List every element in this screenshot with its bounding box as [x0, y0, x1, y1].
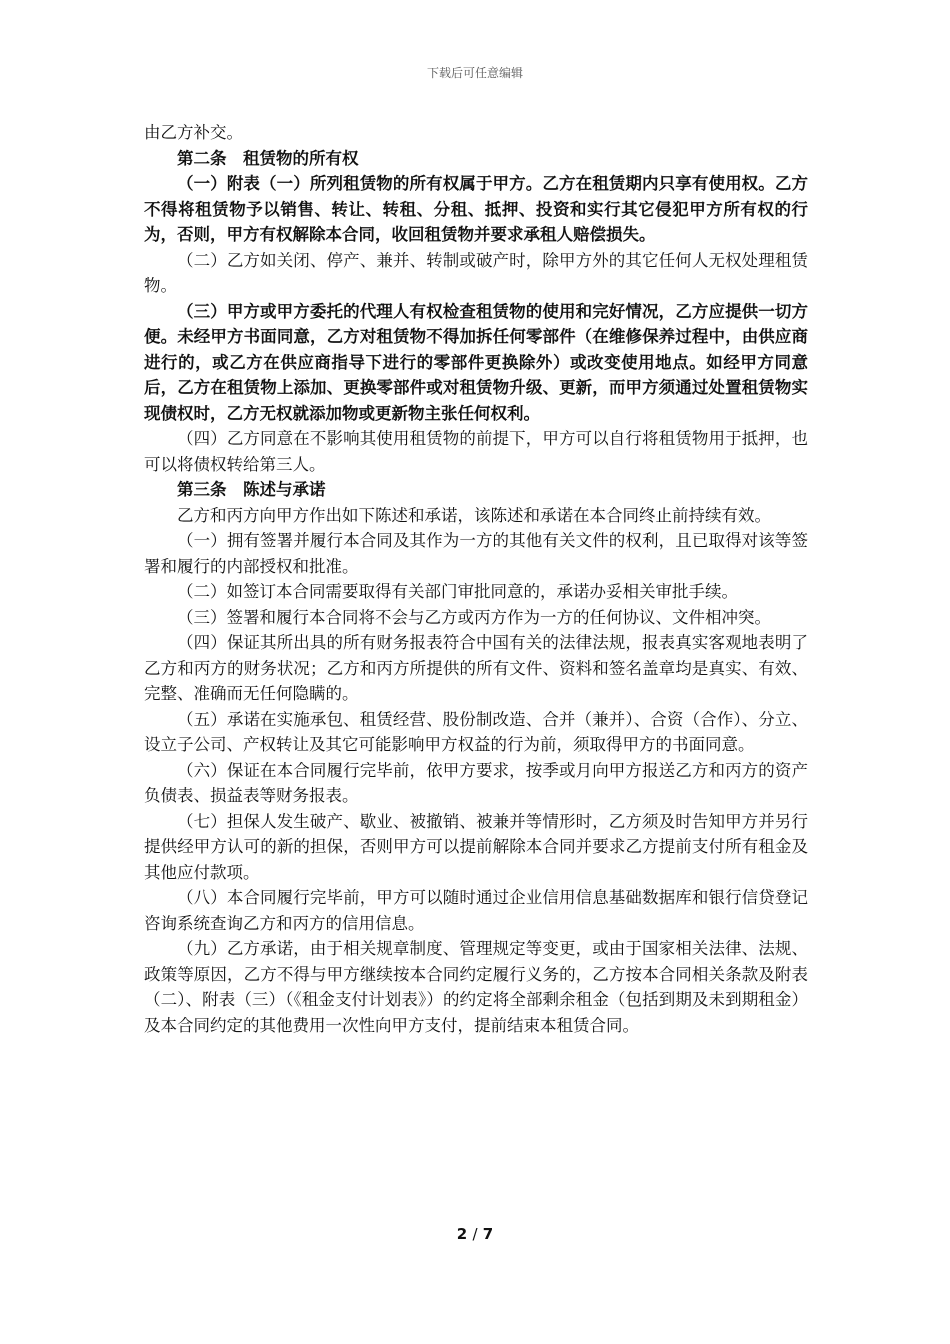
- article-3-clause-4: （四）保证其所出具的所有财务报表符合中国有关的法律法规，报表真实客观地表明了乙方和丙方的财务状况；乙方和丙方所提供的所有文件、资料和签名盖章均是真实、有效、完整、准确而无任何隐瞒的。: [144, 633, 808, 703]
- article-3-clause-8: （八）本合同履行完毕前，甲方可以随时通过企业信用信息基础数据库和银行信贷登记咨询系统查询乙方和丙方的信用信息。: [144, 888, 808, 933]
- page-current: 2: [456, 1225, 468, 1243]
- article-3-heading: 第三条 陈述与承诺: [177, 480, 326, 499]
- article-3-clause-9: （九）乙方承诺，由于相关规章制度、管理规定等变更，或由于国家相关法律、法规、政策等原因，乙方不得与甲方继续按本合同约定履行义务的，乙方按本合同相关条款及附表（二）、附表（三）（《租金支付计划表》）的约定将全部剩余租金（包括到期及未到期租金）及本合同约定的其他费用一次性向甲方支付，提前结束本租赁合同。: [144, 939, 808, 1035]
- article-2-heading: 第二条 租赁物的所有权: [177, 148, 359, 168]
- article-3-clause-7: （七）担保人发生破产、歇业、被撤销、被兼并等情形时，乙方须及时告知甲方并另行提供经甲方认可的新的担保，否则甲方可以提前解除本合同并要求乙方提前支付所有租金及其他应付款项。: [144, 811, 808, 882]
- article-2-clause-1: （一）附表（一）所列租赁物的所有权属于甲方。乙方在租赁期内只享有使用权。乙方不得将租赁物予以销售、转让、转租、分租、抵押、投资和实行其它侵犯甲方所有权的行为，否则，甲方有权解除本合同，收回租赁物并要求承租人赔偿损失。: [144, 174, 808, 244]
- article-3-intro: 乙方和丙方向甲方作出如下陈述和承诺，该陈述和承诺在本合同终止前持续有效。: [177, 505, 771, 525]
- article-3-clause-5: （五）承诺在实施承包、租赁经营、股份制改造、合并（兼并）、合资（合作）、分立、设立子公司、产权转让及其它可能影响甲方权益的行为前，须取得甲方的书面同意。: [144, 709, 808, 754]
- article-3-clause-3: （三）签署和履行本合同将不会与乙方或丙方作为一方的任何协议、文件相冲突。: [177, 607, 771, 627]
- article-2-clause-2: （二）乙方如关闭、停产、兼并、转制或破产时，除甲方外的其它任何人无权处理租赁物。: [144, 250, 808, 295]
- article-3-clause-2: （二）如签订本合同需要取得有关部门审批同意的，承诺办妥相关审批手续。: [177, 582, 738, 601]
- article-2-clause-3: （三）甲方或甲方委托的代理人有权检查租赁物的使用和完好情况，乙方应提供一切方便。未经甲方书面同意，乙方对租赁物不得加拆任何零部件（在维修保养过程中，由供应商进行的，或乙方在供应商指导下进行的零部件更换除外）或改变使用地点。如经甲方同意后，乙方在租赁物上添加、更换零部件或对租赁物升级、更新，而甲方须通过处置租赁物实现债权时，乙方无权就添加物或更新物主张任何权利。: [144, 301, 808, 423]
- page-separator: /: [472, 1225, 478, 1243]
- document-body: [144, 120, 808, 1038]
- page-total: 7: [482, 1225, 494, 1243]
- article-3-clause-1: （一）拥有签署并履行本合同及其作为一方的其他有关文件的权利，且已取得对该等签署和履行的内部授权和批准。: [144, 531, 808, 576]
- paragraph-continuation: 由乙方补交。: [144, 123, 243, 142]
- page-number: [0, 1225, 950, 1243]
- article-2-clause-4: （四）乙方同意在不影响其使用租赁物的前提下，甲方可以自行将租赁物用于抵押，也可以将债权转给第三人。: [144, 429, 808, 474]
- article-3-clause-6: （六）保证在本合同履行完毕前，依甲方要求，按季或月向甲方报送乙方和丙方的资产负债表、损益表等财务报表。: [144, 760, 808, 805]
- page-header: 下载后可任意编辑: [426, 66, 523, 80]
